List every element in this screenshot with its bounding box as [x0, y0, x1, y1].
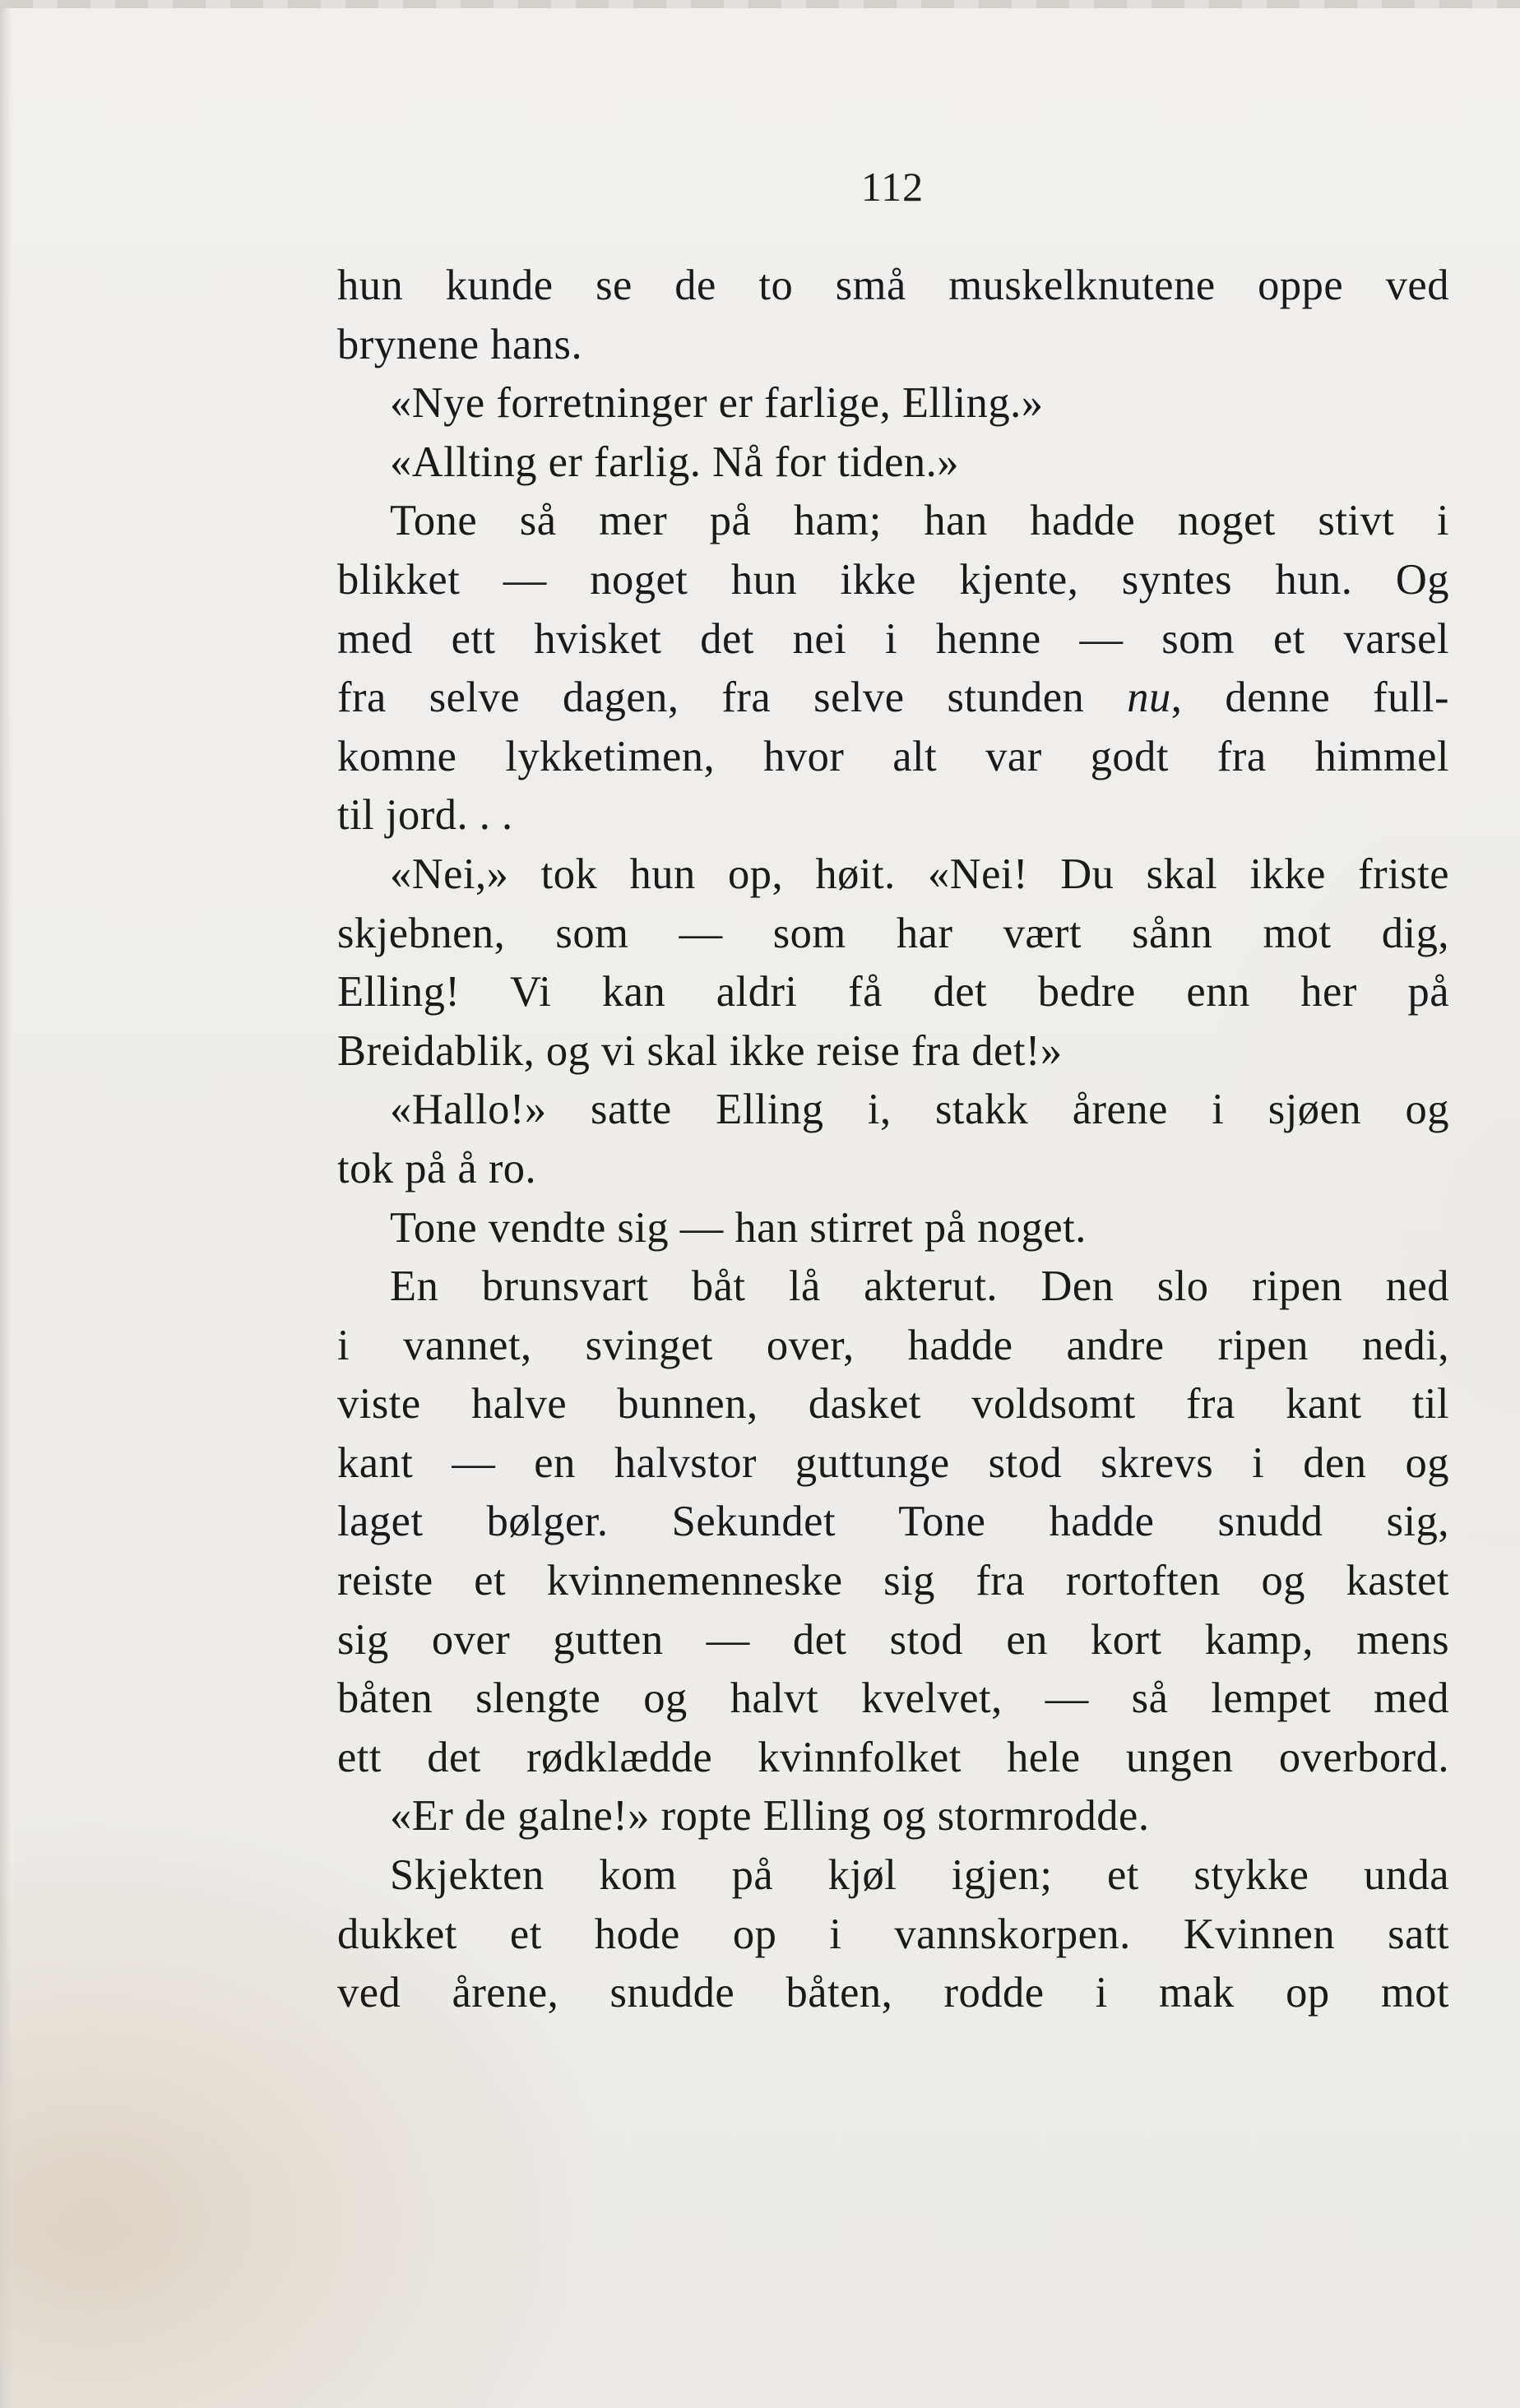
text-line: brynene hans. — [337, 320, 583, 368]
text-line: laget bølger. Sekundet Tone hadde snudd sig, — [337, 1498, 1449, 1546]
text-line: blikket — noget hun ikke kjente, syntes hun. Og — [337, 555, 1449, 604]
text-line: tok på å ro. — [337, 1144, 537, 1192]
text-line: reiste et kvinnemenneske sig fra rortoften og kastet — [337, 1557, 1449, 1605]
page-number: 112 — [860, 164, 925, 210]
text-line: «Allting er farlig. Nå for tiden.» — [390, 438, 960, 486]
text-line: med ett hvisket det nei i henne — som et varsel — [337, 614, 1449, 663]
text-line: skjebnen, som — som har vært sånn mot dig, — [337, 909, 1449, 957]
text-line: komne lykketimen, hvor alt var godt fra himmel — [337, 732, 1449, 780]
text-line: Tone så mer på ham; han hadde noget stivt i — [390, 497, 1449, 545]
text-line: Skjekten kom på kjøl igjen; et stykke unda — [390, 1851, 1449, 1900]
text-line: «Hallo!» satte Elling i, stakk årene i sjøen og — [390, 1086, 1449, 1134]
text-line: Breidablik, og vi skal ikke reise fra det!» — [337, 1026, 1063, 1075]
text-line: «Nye forretninger er farlige, Elling.» — [390, 379, 1044, 428]
text-line: «Nei,» tok hun op, høit. «Nei! Du skal ikke friste — [390, 850, 1449, 898]
text-line: ett det rødklædde kvinnfolket hele ungen overbord. — [337, 1733, 1449, 1781]
text-line: båten slengte og halvt kvelvet, — så lempet med — [337, 1674, 1449, 1723]
page-top-edge — [0, 0, 1520, 8]
text-line: fra selve dagen, fra selve stunden nu, denne full- — [337, 674, 1450, 722]
text-line: hun kunde se de to små muskelknutene oppe ved — [337, 262, 1449, 309]
text-line: kant — en halvstor guttunge stod skrevs i den og — [337, 1438, 1449, 1487]
text-line: til jord. . . — [337, 791, 513, 840]
text-line: ved årene, snudde båten, rodde i mak op mot — [337, 1969, 1449, 2017]
page-left-edge — [0, 0, 12, 2408]
text-line: viste halve bunnen, dasket voldsomt fra kant til — [337, 1380, 1449, 1429]
text-line: Elling! Vi kan aldri få det bedre enn her på — [337, 968, 1449, 1016]
text-line: i vannet, svinget over, hadde andre ripen nedi, — [337, 1321, 1449, 1369]
text-line: En brunsvart båt lå akterut. Den slo ripen ned — [390, 1262, 1449, 1311]
body-text — [337, 257, 1449, 2023]
text-line: dukket et hode op i vannskorpen. Kvinnen satt — [337, 1910, 1449, 1958]
text-line: sig over gutten — det stod en kort kamp, mens — [337, 1615, 1449, 1664]
text-line: «Er de galne!» ropte Elling og stormrodde. — [390, 1792, 1150, 1841]
text-line: Tone vendte sig — han stirret på noget. — [390, 1203, 1087, 1252]
